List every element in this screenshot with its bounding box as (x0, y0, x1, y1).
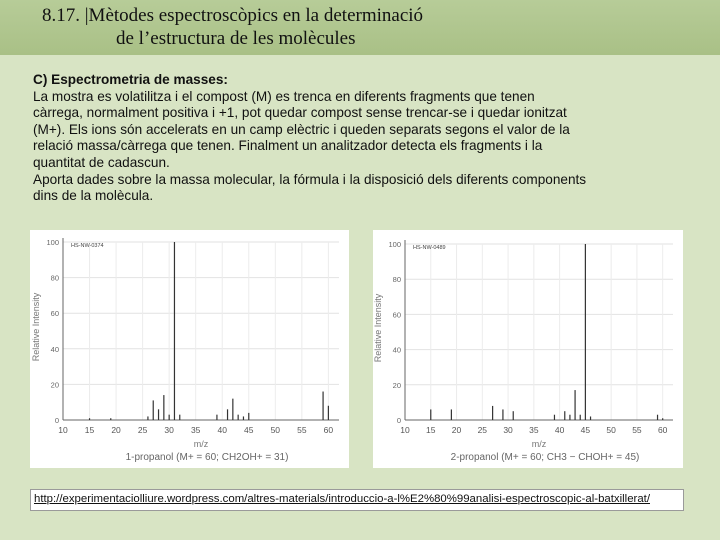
y-tick-label: 0 (54, 416, 59, 425)
body-line-6: Aporta dades sobre la massa molecular, la fórmula i la disposició dels diferents components (33, 171, 587, 187)
x-tick-label: 25 (477, 425, 488, 435)
spectrum-1-svg (30, 230, 349, 468)
y-tick-label: 60 (50, 309, 59, 319)
x-tick-label: 30 (503, 425, 513, 435)
spectrum-2-svg (373, 230, 683, 468)
body-line-4: relació massa/càrrega que tenen. Finalment un analitzador detecta els fragments i la (33, 138, 543, 154)
y-tick-label: 0 (396, 416, 401, 425)
title-line-1: |Mètodes espectroscòpics en la determinació (84, 5, 424, 26)
x-tick-label: 60 (323, 425, 334, 435)
x-tick-label: 35 (529, 425, 539, 435)
y-tick-label: 40 (50, 344, 59, 354)
y-tick-label: 100 (388, 240, 401, 249)
x-tick-label: 15 (426, 425, 436, 435)
x-tick-label: 40 (217, 425, 227, 435)
x-tick-label: 20 (111, 425, 121, 435)
x-axis-label: m/z (193, 439, 209, 449)
y-tick-label: 60 (392, 310, 401, 320)
chart-caption: 2-propanol (M+ = 60; CH3 − CHOH+ = 45) (450, 452, 640, 463)
x-axis-label: m/z (531, 439, 547, 449)
x-tick-label: 10 (400, 425, 410, 435)
x-tick-label: 40 (554, 425, 565, 435)
x-tick-label: 10 (58, 425, 68, 435)
y-tick-label: 80 (50, 273, 59, 283)
x-tick-label: 45 (580, 425, 591, 435)
title-line-2: de l’estructura de les molècules (116, 28, 356, 49)
source-link[interactable]: http://experimentaciolliure.wordpress.com/altres-materials/introduccio-a-l%E2%80%99analisi-espectroscopic-al-batxillerat/ (34, 493, 650, 505)
y-tick-label: 100 (46, 238, 59, 247)
chart-id-label: HS-NW-0489 (413, 245, 446, 251)
body-line-3: (M+). Els ions són accelerats en un camp elèctric i queden separats segons el valor de la (33, 121, 570, 137)
title-number: 8.17. (42, 5, 80, 26)
x-tick-label: 35 (190, 425, 201, 435)
mass-spectrum-2-propanol (373, 230, 683, 468)
section-heading: C) Espectrometria de masses: (33, 72, 228, 87)
x-tick-label: 20 (451, 425, 462, 435)
y-tick-label: 20 (392, 380, 401, 390)
chart-caption: 1-propanol (M+ = 60; CH2OH+ = 31) (125, 452, 289, 463)
x-tick-label: 30 (164, 425, 174, 435)
body-line-2: càrrega, normalment positiva i +1, pot quedar compost sense trencar-se i quedar ionitzat (33, 105, 567, 121)
title-bar (0, 0, 720, 55)
body-line-1: La mostra es volatilitza i el compost (M) es trenca en diferents fragments que tenen (33, 88, 535, 104)
y-tick-label: 80 (392, 275, 401, 285)
x-tick-label: 55 (297, 425, 307, 435)
source-link-box (30, 489, 684, 511)
x-tick-label: 15 (84, 425, 95, 435)
body-line-5: quantitat de cadascun. (33, 154, 170, 170)
x-tick-label: 50 (270, 425, 281, 435)
slide-title (42, 4, 423, 50)
mass-spectrum-1-propanol (30, 230, 349, 468)
chart-id-label: HS-NW-0374 (71, 243, 104, 249)
body-text (33, 72, 693, 205)
y-tick-label: 40 (392, 345, 401, 355)
x-tick-label: 25 (137, 425, 148, 435)
x-tick-label: 45 (244, 425, 254, 435)
y-axis-label: Relative Intensity (31, 292, 41, 362)
y-tick-label: 20 (50, 380, 59, 390)
x-tick-label: 60 (657, 425, 668, 435)
body-line-7: dins de la molècula. (33, 188, 154, 204)
x-tick-label: 50 (606, 425, 616, 435)
y-axis-label: Relative Intensity (373, 293, 383, 363)
x-tick-label: 55 (632, 425, 642, 435)
